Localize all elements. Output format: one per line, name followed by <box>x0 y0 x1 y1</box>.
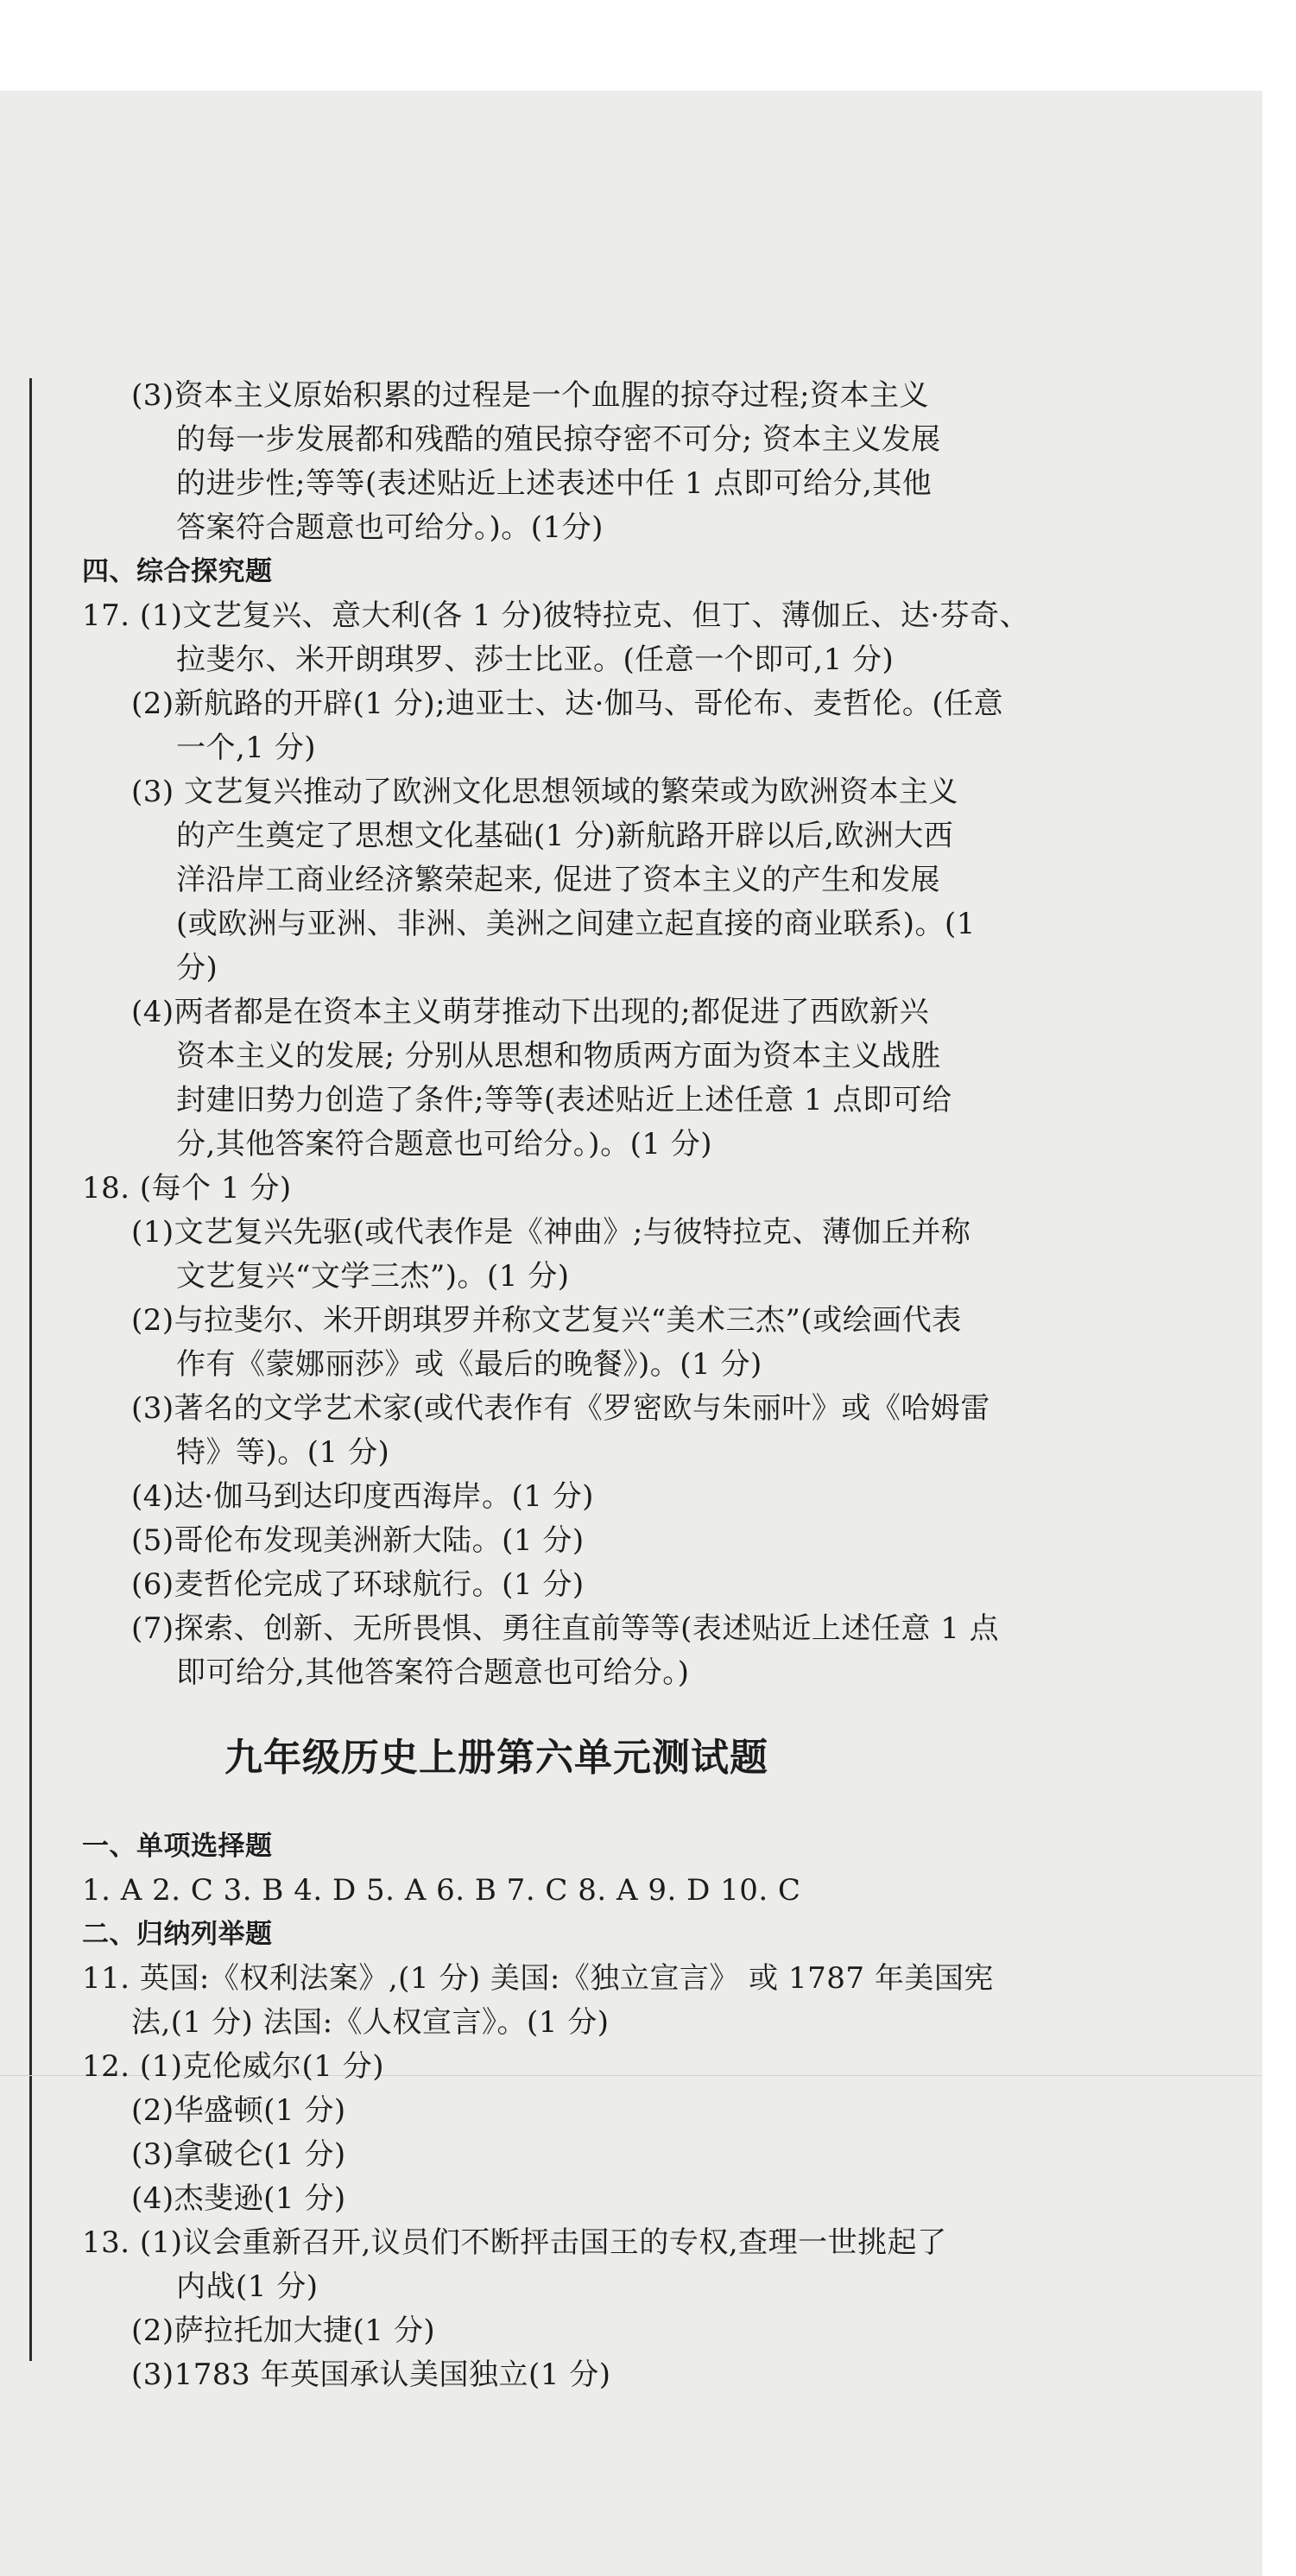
text-line: 的产生奠定了思想文化基础(1 分)新航路开辟以后,欧洲大西 <box>176 819 954 853</box>
text-line: (3) 文艺复兴推动了欧洲文化思想领域的繁荣或为欧洲资本主义 <box>131 775 958 809</box>
text-line: 内战(1 分) <box>176 2269 319 2304</box>
text-line: (2)新航路的开辟(1 分);迪亚士、达·伽马、哥伦布、麦哲伦。(任意 <box>131 687 1004 721</box>
answer-key-line: 1. A 2. C 3. B 4. D 5. A 6. B 7. C 8. A 9. D 10. C <box>82 1873 801 1908</box>
text-line: 即可给分,其他答案符合题意也可给分。) <box>176 1655 690 1690</box>
text-line: (3)拿破仑(1 分) <box>131 2137 346 2172</box>
text-line: 12. (1)克伦威尔(1 分) <box>82 2049 385 2084</box>
text-line: 13. (1)议会重新召开,议员们不断抨击国王的专权,查理一世挑起了 <box>82 2225 947 2260</box>
text-line: 封建旧势力创造了条件;等等(表述贴近上述任意 1 点即可给 <box>176 1083 952 1117</box>
text-line: 作有《蒙娜丽莎》或《最后的晚餐》)。(1 分) <box>176 1347 762 1382</box>
text-line: 11. 英国:《权利法案》,(1 分) 美国:《独立宣言》 或 1787 年美国宪 <box>82 1961 994 1996</box>
text-line: (3)著名的文学艺术家(或代表作有《罗密欧与朱丽叶》或《哈姆雷 <box>131 1391 990 1426</box>
text-line: (7)探索、创新、无所畏惧、勇往直前等等(表述贴近上述任意 1 点 <box>131 1611 1000 1646</box>
text-line: 17. (1)文艺复兴、意大利(各 1 分)彼特拉克、但丁、薄伽丘、达·芬奇、 <box>82 598 1030 633</box>
text-line: (3)1783 年英国承认美国独立(1 分) <box>131 2358 611 2392</box>
text-line: (或欧洲与亚洲、非洲、美洲之间建立起直接的商业联系)。(1 <box>176 907 976 941</box>
page-title: 九年级历史上册第六单元测试题 <box>224 1736 768 1780</box>
text-line: 18. (每个 1 分) <box>82 1171 292 1206</box>
text-line: 答案符合题意也可给分。)。(1分) <box>176 510 604 545</box>
text-line: (4)杰斐逊(1 分) <box>131 2181 346 2216</box>
text-line: 的进步性;等等(表述贴近上述表述中任 1 点即可给分,其他 <box>176 466 932 501</box>
text-line: (5)哥伦布发现美洲新大陆。(1 分) <box>131 1523 585 1558</box>
text-line: 分,其他答案符合题意也可给分。)。(1 分) <box>176 1127 713 1161</box>
text-line: 拉斐尔、米开朗琪罗、莎士比亚。(任意一个即可,1 分) <box>176 642 895 677</box>
margin-rule <box>29 378 32 2361</box>
text-line: (3)资本主义原始积累的过程是一个血腥的掠夺过程;资本主义 <box>131 378 930 413</box>
section-heading: 一、单项选择题 <box>82 1831 273 1862</box>
section-heading: 二、归纳列举题 <box>82 1919 273 1950</box>
text-line: (4)两者都是在资本主义萌芽推动下出现的;都促进了西欧新兴 <box>131 995 930 1029</box>
text-line: (6)麦哲伦完成了环球航行。(1 分) <box>131 1567 585 1602</box>
text-line: 资本主义的发展; 分别从思想和物质两方面为资本主义战胜 <box>176 1039 941 1073</box>
text-line: (2)华盛顿(1 分) <box>131 2093 346 2128</box>
text-line: 特》等)。(1 分) <box>176 1435 390 1470</box>
text-line: 洋沿岸工商业经济繁荣起来, 促进了资本主义的产生和发展 <box>176 863 941 897</box>
section-heading: 四、综合探究题 <box>82 556 273 587</box>
text-line: 文艺复兴“文学三杰”)。(1 分) <box>176 1259 570 1294</box>
text-line: 的每一步发展都和残酷的殖民掠夺密不可分; 资本主义发展 <box>176 422 941 457</box>
text-line: (4)达·伽马到达印度西海岸。(1 分) <box>131 1479 594 1514</box>
text-line: 分) <box>176 951 218 985</box>
text-line: (1)文艺复兴先驱(或代表作是《神曲》;与彼特拉克、薄伽丘并称 <box>131 1215 971 1250</box>
text-line: (2)与拉斐尔、米开朗琪罗并称文艺复兴“美术三杰”(或绘画代表 <box>131 1303 962 1338</box>
text-line: 法,(1 分) 法国:《人权宣言》。(1 分) <box>131 2005 610 2040</box>
text-line: 一个,1 分) <box>176 731 317 765</box>
text-line: (2)萨拉托加大捷(1 分) <box>131 2313 436 2348</box>
